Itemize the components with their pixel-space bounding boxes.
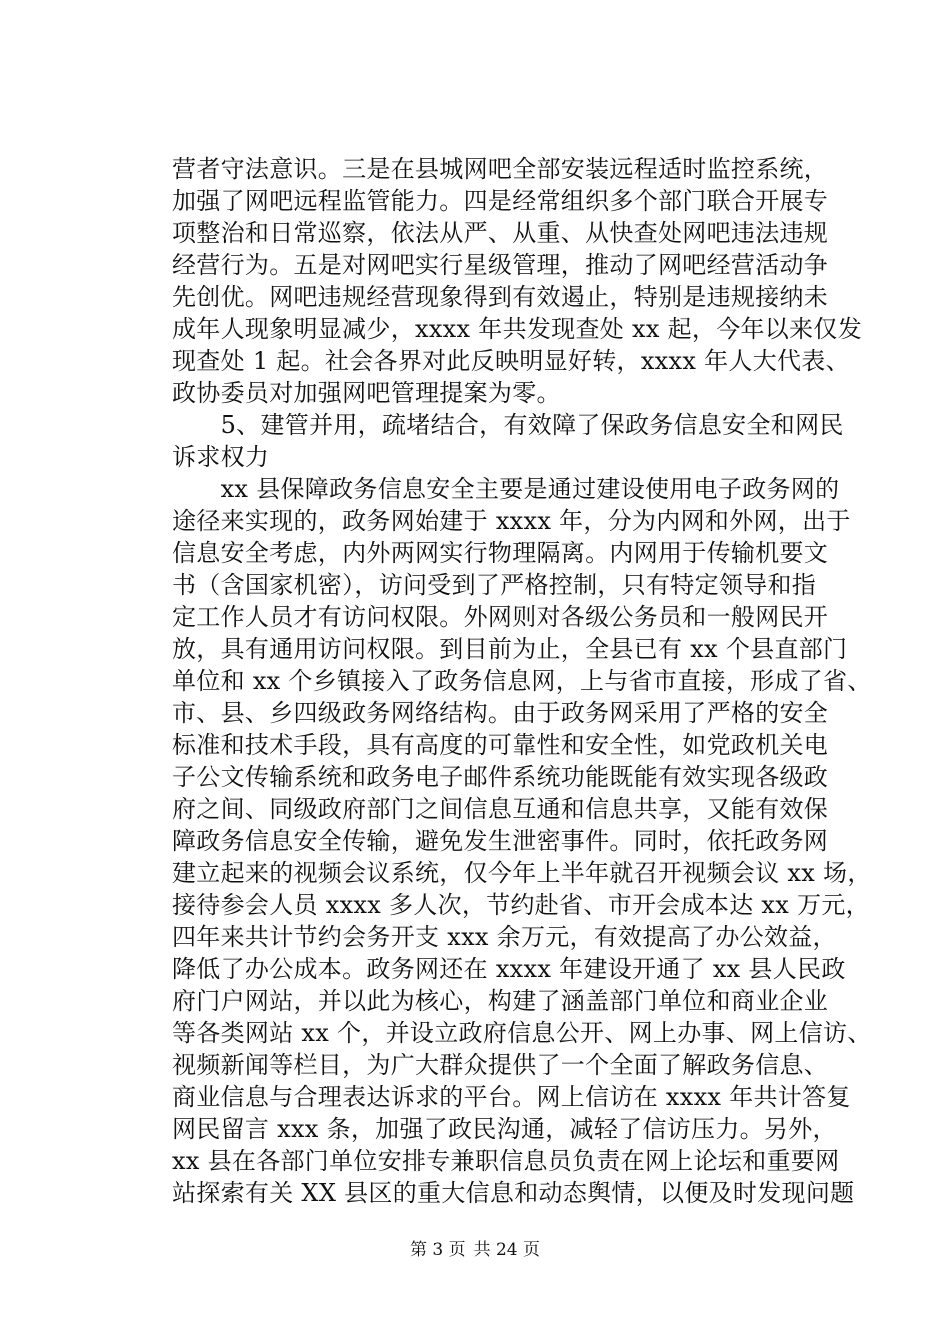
text-line: 等各类网站 xx 个，并设立政府信息公开、网上办事、网上信访、: [172, 1019, 872, 1047]
text-line: 成年人现象明显减少，xxxx 年共发现查处 xx 起，今年以来仅发: [172, 315, 862, 343]
text-line: 障政务信息安全传输，避免发生泄密事件。同时，依托政务网: [172, 827, 829, 855]
text-line: 商业信息与合理表达诉求的平台。网上信访在 xxxx 年共计答复: [172, 1083, 851, 1111]
text-line: xx 县保障政务信息安全主要是通过建设使用电子政务网的: [172, 475, 840, 503]
page-footer: [0, 1238, 950, 1262]
text-line: 降低了办公成本。政务网还在 xxxx 年建设开通了 xx 县人民政: [172, 955, 846, 983]
text-line: 现查处 1 起。社会各界对此反映明显好转，xxxx 年人大代表、: [172, 347, 850, 375]
text-line: 信息安全考虑，内外两网实行物理隔离。内网用于传输机要文: [172, 539, 829, 567]
page-total: 共 24 页: [473, 1240, 541, 1260]
text-line: 接待参会人员 xxxx 多人次，节约赴省、市开会成本达 xx 万元，: [172, 891, 870, 919]
section-heading-line: 5、建管并用，疏堵结合，有效障了保政务信息安全和网民: [172, 411, 844, 439]
text-line: 府门户网站，并以此为核心，构建了涵盖部门单位和商业企业: [172, 987, 829, 1015]
text-line: 书（含国家机密），访问受到了严格控制，只有特定领导和指: [172, 571, 817, 599]
text-line: 市、县、乡四级政务网络结构。由于政务网采用了严格的安全: [172, 699, 829, 727]
text-line: 途径来实现的，政务网始建于 xxxx 年，分为内网和外网，出于: [172, 507, 851, 535]
text-line: 单位和 xx 个乡镇接入了政务信息网，上与省市直接，形成了省、: [172, 667, 872, 695]
text-line: 网民留言 xxx 条，加强了政民沟通，减轻了信访压力。另外，: [172, 1115, 837, 1143]
text-line: 子公文传输系统和政务电子邮件系统功能既能有效实现各级政: [172, 763, 829, 791]
text-line: 政协委员对加强网吧管理提案为零。: [172, 379, 561, 407]
text-line: 府之间、同级政府部门之间信息互通和信息共享，又能有效保: [172, 795, 829, 823]
text-line: xx 县在各部门单位安排专兼职信息员负责在网上论坛和重要网: [172, 1147, 840, 1175]
text-line: 四年来共计节约会务开支 xxx 余万元，有效提高了办公效益，: [172, 923, 837, 951]
document-body: [172, 153, 872, 1209]
text-line: 站探索有关 XX 县区的重大信息和动态舆情，以便及时发现问题: [172, 1179, 855, 1207]
text-line: 营者守法意识。三是在县城网吧全部安装远程适时监控系统，: [172, 155, 829, 183]
page-number: 第 3 页: [409, 1240, 466, 1260]
text-line: 放，具有通用访问权限。到目前为止，全县已有 xx 个县直部门: [172, 635, 848, 663]
text-line: 定工作人员才有访问权限。外网则对各级公务员和一般网民开: [172, 603, 829, 631]
text-line: 项整治和日常巡察，依法从严、从重、从快查处网吧违法违规: [172, 219, 829, 247]
section-heading-line: 诉求权力: [172, 443, 270, 471]
text-line: 标准和技术手段，具有高度的可靠性和安全性，如党政机关电: [172, 731, 829, 759]
text-line: 经营行为。五是对网吧实行星级管理，推动了网吧经营活动争: [172, 251, 829, 279]
text-line: 视频新闻等栏目，为广大群众提供了一个全面了解政务信息、: [172, 1051, 829, 1079]
text-line: 建立起来的视频会议系统，仅今年上半年就召开视频会议 xx 场，: [172, 859, 872, 887]
text-line: 加强了网吧远程监管能力。四是经常组织多个部门联合开展专: [172, 187, 829, 215]
text-line: 先创优。网吧违规经营现象得到有效遏止，特别是违规接纳未: [172, 283, 829, 311]
